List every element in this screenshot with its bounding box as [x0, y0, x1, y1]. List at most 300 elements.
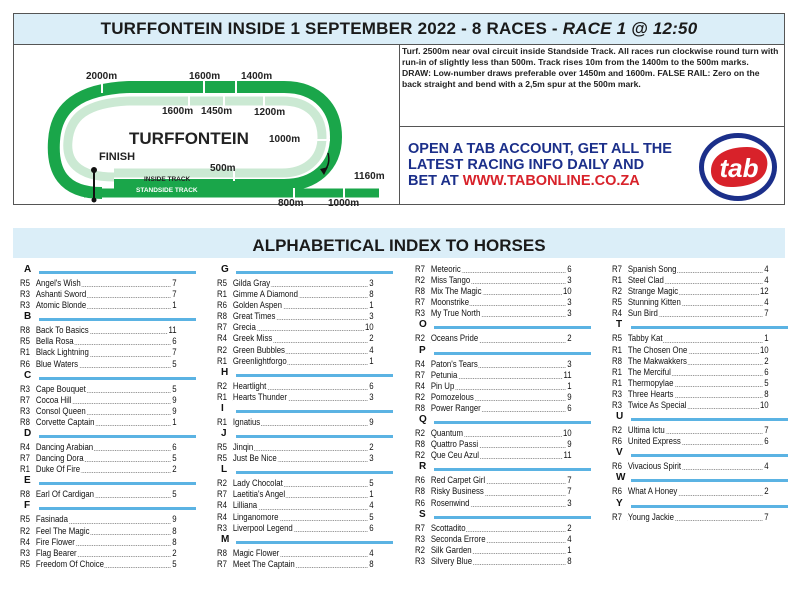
horse-name: Flag Bearer [35, 547, 77, 558]
horse-number: 9 [172, 514, 177, 525]
horse-entry [20, 514, 196, 525]
horse-number: 1 [369, 300, 374, 311]
race-number: R8 [415, 486, 431, 497]
track-name: TURFFONTEIN [129, 129, 249, 148]
horse-name: Gimme A Diamond [232, 289, 298, 300]
marker-1600m-inner: 1600m [162, 106, 194, 117]
horse-name: Petunia [430, 369, 458, 380]
letter-heading-text: J [221, 428, 227, 440]
letter-heading-text: D [24, 428, 32, 440]
horse-number: 8 [369, 558, 374, 569]
horse-number: 6 [172, 442, 177, 453]
horse-entry [217, 392, 393, 403]
race-number: R1 [20, 347, 36, 358]
letter-heading-text: Y [616, 497, 623, 509]
horse-number: 4 [764, 461, 769, 472]
letter-heading [217, 428, 393, 442]
letter-heading-bar [434, 352, 591, 355]
letter-heading-text: S [419, 508, 426, 520]
horse-number: 11 [563, 450, 572, 461]
horse-entry [20, 278, 196, 289]
horse-name: Paton's Tears [430, 358, 478, 369]
horse-entry [217, 453, 393, 464]
horse-name: Power Ranger [430, 402, 481, 413]
letter-heading [415, 461, 591, 475]
race-number: R4 [20, 537, 36, 548]
letter-heading-bar [631, 454, 788, 457]
horse-name: Vivacious Spirit [627, 461, 682, 472]
horse-name: Bella Rosa [35, 336, 74, 347]
letter-heading-text: A [24, 264, 32, 275]
race-number: R3 [415, 308, 431, 319]
horse-name: Quantum [430, 428, 463, 439]
race-number: R7 [415, 523, 431, 534]
horse-number: 8 [369, 289, 374, 300]
race-number: R7 [612, 512, 628, 523]
horse-entry [20, 464, 196, 475]
letter-heading [20, 475, 196, 489]
horse-entry [217, 311, 393, 322]
horse-name: Atomic Blonde [35, 300, 87, 311]
horse-number: 8 [567, 555, 572, 566]
race-number: R2 [217, 381, 233, 392]
track-map [14, 45, 400, 209]
letter-heading-bar [39, 271, 196, 274]
race-number: R4 [217, 333, 233, 344]
horse-number: 5 [764, 377, 769, 388]
marker-1000m-outer: 1000m [328, 198, 360, 209]
horse-entry [217, 500, 393, 511]
race-number: R3 [217, 523, 233, 534]
horse-number: 8 [764, 388, 769, 399]
horse-name: Lady Chocolat [232, 478, 283, 489]
horse-name: The Chosen One [627, 344, 688, 355]
horse-name: Moonstrike [430, 297, 470, 308]
horse-entry [415, 486, 591, 497]
horse-number: 3 [369, 311, 374, 322]
horse-number: 3 [567, 497, 572, 508]
race-number: R5 [20, 336, 36, 347]
letter-heading-bar [631, 505, 788, 508]
horse-number: 11 [563, 369, 572, 380]
horse-name: Duke Of Fire [35, 464, 81, 475]
letter-heading-bar [39, 435, 196, 438]
race-number: R5 [217, 278, 233, 289]
horse-entry [415, 370, 591, 381]
race-number: R2 [20, 526, 36, 537]
horse-name: Earl Of Cardigan [35, 489, 95, 500]
horse-number: 9 [567, 439, 572, 450]
race-number: R1 [217, 417, 233, 428]
horse-number: 7 [172, 347, 177, 358]
race-number: R5 [20, 278, 36, 289]
horse-entry [217, 333, 393, 344]
horse-name: Cocoa Hill [35, 394, 72, 405]
horse-name: Pomozelous [430, 391, 474, 402]
horse-number: 9 [172, 405, 177, 416]
race-number: R1 [612, 367, 628, 378]
letter-heading-text: E [24, 475, 31, 487]
horse-number: 12 [759, 286, 769, 297]
letter-heading [217, 367, 393, 381]
letter-heading-bar [434, 326, 591, 329]
race-number: R2 [415, 275, 431, 286]
race-number: R3 [612, 400, 628, 411]
horse-name: Greenlightforgo [232, 355, 287, 366]
horse-entry [217, 559, 393, 570]
horse-name: Steel Clad [627, 275, 664, 286]
horse-number: 5 [369, 511, 374, 522]
horse-entry [612, 400, 788, 411]
letter-heading-text: U [616, 411, 624, 423]
race-number: R1 [612, 378, 628, 389]
race-number: R7 [612, 264, 628, 275]
horse-number: 4 [369, 344, 374, 355]
letter-heading-text: P [419, 344, 426, 356]
letter-heading-text: M [221, 533, 230, 545]
horse-name: Cape Bouquet [35, 383, 86, 394]
horse-entry [415, 264, 591, 275]
letter-heading-text: O [419, 319, 427, 331]
horse-entry [415, 359, 591, 370]
tab-logo-text: tab [719, 153, 759, 183]
horse-number: 8 [172, 536, 177, 547]
horse-entry [612, 378, 788, 389]
race-number: R6 [612, 436, 628, 447]
horse-number: 5 [172, 453, 177, 464]
horse-entry [20, 489, 196, 500]
horse-entry [20, 384, 196, 395]
horse-name: Silvery Blue [430, 555, 473, 566]
horse-entry [217, 278, 393, 289]
horse-number: 1 [369, 489, 374, 500]
letter-heading-bar [236, 410, 393, 413]
horse-entry [20, 347, 196, 358]
horse-number: 7 [764, 308, 769, 319]
race-number: R6 [217, 300, 233, 311]
horse-name: Great Times [232, 311, 276, 322]
race-number: R3 [20, 406, 36, 417]
horse-entry [415, 450, 591, 461]
horse-number: 3 [567, 358, 572, 369]
horse-entry [415, 556, 591, 567]
horse-entry [217, 442, 393, 453]
horse-entry [20, 453, 196, 464]
horse-number: 6 [369, 380, 374, 391]
index-column-4 [612, 264, 788, 523]
horse-entry [415, 392, 591, 403]
horse-name: Magic Flower [232, 547, 280, 558]
letter-heading [20, 500, 196, 514]
tab-logo[interactable] [697, 131, 779, 208]
race-title [14, 14, 784, 45]
race-number: R1 [612, 275, 628, 286]
race-number: R6 [415, 475, 431, 486]
horse-name: Que Ceu Azul [430, 450, 480, 461]
horse-number: 2 [764, 355, 769, 366]
race-number: R2 [415, 333, 431, 344]
index-column-2 [217, 264, 393, 570]
horse-entry [415, 275, 591, 286]
letter-heading-text: W [616, 472, 626, 484]
inside-track-label: INSIDE TRACK [144, 176, 191, 183]
horse-number: 9 [172, 394, 177, 405]
letter-heading [20, 311, 196, 325]
marker-1600m-top: 1600m [189, 71, 221, 82]
track-diagram [14, 45, 400, 205]
race-number: R4 [217, 512, 233, 523]
horse-number: 10 [759, 400, 769, 411]
race-number: R5 [612, 333, 628, 344]
horse-entry [20, 289, 196, 300]
marker-1160m: 1160m [354, 171, 385, 182]
horse-name: Fasinada [35, 514, 68, 525]
race-number: R7 [20, 453, 36, 464]
horse-name: Quattro Passi [430, 439, 479, 450]
letter-heading [20, 370, 196, 384]
race-number: R3 [20, 300, 36, 311]
horse-entry [415, 308, 591, 319]
race-number: R2 [217, 345, 233, 356]
letter-heading-bar [236, 374, 393, 377]
race-number: R7 [415, 264, 431, 275]
race-number: R5 [20, 514, 36, 525]
horse-name: Blue Waters [35, 358, 79, 369]
horse-number: 1 [172, 300, 177, 311]
horse-entry [415, 498, 591, 509]
letter-heading-bar [236, 471, 393, 474]
horse-entry [217, 478, 393, 489]
letter-heading-text: V [616, 447, 623, 459]
horse-number: 5 [172, 558, 177, 569]
horse-entry [415, 428, 591, 439]
horse-entry [415, 297, 591, 308]
race-number: R2 [415, 545, 431, 556]
horse-number: 3 [567, 308, 572, 319]
letter-heading-text: G [221, 264, 229, 275]
horse-number: 2 [567, 333, 572, 344]
horse-name: Corvette Captain [35, 416, 95, 427]
race-number: R5 [612, 297, 628, 308]
letter-heading-bar [631, 418, 788, 421]
index-column-1 [20, 264, 196, 570]
race-number: R2 [217, 478, 233, 489]
ad-line-2: LATEST RACING INFO DAILY AND [408, 157, 645, 173]
horse-entry [612, 333, 788, 344]
horse-entry [217, 345, 393, 356]
horse-entry [20, 359, 196, 370]
marker-500m: 500m [210, 163, 236, 174]
horse-name: Back To Basics [35, 325, 89, 336]
horse-name: Feel The Magic [35, 525, 90, 536]
horse-name: Lilliana [232, 500, 258, 511]
horse-number: 2 [567, 522, 572, 533]
horse-number: 4 [567, 533, 572, 544]
horse-entry [217, 417, 393, 428]
horse-name: Scottadito [430, 522, 466, 533]
horse-name: The Merciful [627, 366, 671, 377]
horse-name: Risky Business [430, 486, 484, 497]
horse-entry [612, 512, 788, 523]
horse-number: 2 [172, 464, 177, 475]
horse-entry [612, 486, 788, 497]
race-number: R8 [20, 325, 36, 336]
horse-entry [217, 356, 393, 367]
horse-number: 1 [567, 380, 572, 391]
horse-name: Thermopylae [627, 377, 674, 388]
horse-number: 2 [369, 442, 374, 453]
letter-heading [415, 509, 591, 523]
finish-label: FINISH [99, 151, 136, 163]
marker-1000m-inner: 1000m [269, 134, 301, 145]
letter-heading [612, 498, 788, 512]
horse-name: Ashanti Sword [35, 289, 87, 300]
letter-heading [217, 264, 393, 278]
horse-name: Linganomore [232, 511, 279, 522]
horse-number: 9 [567, 391, 572, 402]
horse-entry [217, 489, 393, 500]
horse-number: 1 [567, 544, 572, 555]
letter-heading-text: C [24, 369, 32, 381]
race-number: R8 [20, 489, 36, 500]
horse-number: 3 [369, 278, 374, 288]
race-number: R3 [20, 548, 36, 559]
horse-entry [20, 325, 196, 336]
horse-name: Meteoric [430, 264, 461, 274]
horse-name: Green Bubbles [232, 344, 285, 355]
horse-entry [415, 286, 591, 297]
horse-name: Tabby Kat [627, 333, 663, 344]
letter-heading [612, 472, 788, 486]
letter-heading-text: H [221, 366, 229, 378]
letter-heading-bar [434, 421, 591, 424]
letter-heading [217, 534, 393, 548]
horse-number: 7 [172, 289, 177, 300]
race-number: R8 [20, 417, 36, 428]
horse-name: Stunning Kitten [627, 297, 681, 308]
letter-heading [612, 319, 788, 333]
horse-number: 2 [172, 547, 177, 558]
horse-name: Three Hearts [627, 388, 674, 399]
horse-entry [612, 425, 788, 436]
race-number: R6 [20, 359, 36, 370]
race-number: R8 [217, 311, 233, 322]
tab-advert[interactable] [400, 126, 785, 206]
letter-heading [217, 403, 393, 417]
horse-name: Golden Aspen [232, 300, 282, 311]
race-number: R7 [415, 370, 431, 381]
horse-number: 6 [764, 366, 769, 377]
race-header-box [13, 13, 785, 209]
horse-number: 5 [172, 358, 177, 369]
race-number: R2 [415, 450, 431, 461]
horse-entry [415, 403, 591, 414]
race-number: R2 [612, 425, 628, 436]
horse-entry [20, 548, 196, 559]
race-number: R1 [612, 345, 628, 356]
marker-2000m: 2000m [86, 71, 118, 82]
race-number: R4 [612, 308, 628, 319]
letter-heading-text: T [616, 319, 623, 331]
horse-entry [20, 442, 196, 453]
race-number: R3 [20, 384, 36, 395]
horse-entry [612, 275, 788, 286]
horse-name: Fire Flower [35, 536, 75, 547]
ad-url-link[interactable]: WWW.TABONLINE.CO.ZA [462, 173, 640, 189]
race-number: R5 [217, 442, 233, 453]
horse-name: Strange Magic [627, 286, 679, 297]
race-number: R1 [217, 392, 233, 403]
race-title-race: RACE 1 @ 12:50 [562, 19, 698, 38]
horse-entry [415, 523, 591, 534]
horse-name: The Makwakkers [627, 355, 687, 366]
horse-number: 2 [369, 333, 374, 344]
horse-entry [20, 406, 196, 417]
horse-number: 4 [369, 547, 374, 558]
horse-entry [217, 381, 393, 392]
horse-name: Twice As Special [627, 400, 687, 411]
horse-number: 6 [369, 522, 374, 533]
horse-entry [20, 537, 196, 548]
horse-name: Red Carpet Girl [430, 475, 486, 486]
horse-number: 1 [172, 416, 177, 427]
horse-entry [612, 286, 788, 297]
letter-heading-text: B [24, 311, 32, 323]
horse-entry [20, 395, 196, 406]
horse-number: 3 [567, 297, 572, 308]
horse-number: 7 [567, 475, 572, 486]
horse-number: 3 [567, 275, 572, 286]
race-number: R3 [20, 289, 36, 300]
letter-heading-text: I [221, 402, 224, 414]
horse-number: 10 [562, 428, 572, 439]
race-number: R7 [217, 322, 233, 333]
horse-name: Oceans Pride [430, 333, 479, 344]
horse-name: Greek Miss [232, 333, 273, 344]
horse-entry [20, 336, 196, 347]
race-number: R6 [612, 461, 628, 472]
horse-name: What A Honey [627, 486, 678, 497]
letter-heading-bar [39, 377, 196, 380]
horse-entry [612, 461, 788, 472]
horse-number: 3 [369, 391, 374, 402]
race-number: R8 [415, 439, 431, 450]
letter-heading-bar [39, 482, 196, 485]
horse-entry [217, 300, 393, 311]
horse-number: 6 [172, 336, 177, 347]
race-title-main: TURFFONTEIN INSIDE 1 SEPTEMBER 2022 - 8 RACES - [100, 19, 563, 38]
horse-number: 3 [369, 453, 374, 464]
race-number: R7 [20, 395, 36, 406]
horse-number: 7 [764, 511, 769, 522]
horse-name: Ignatius [232, 416, 261, 427]
horse-name: Pin Up [430, 380, 455, 391]
horse-number: 4 [369, 500, 374, 511]
race-number: R7 [217, 559, 233, 570]
horse-entry [20, 559, 196, 570]
letter-heading [415, 414, 591, 428]
horse-name: Ultima Ictu [627, 425, 665, 436]
horse-number: 5 [172, 383, 177, 394]
letter-heading-bar [434, 516, 591, 519]
horse-number: 5 [172, 489, 177, 500]
race-number: R3 [612, 389, 628, 400]
horse-entry [20, 417, 196, 428]
horse-number: 9 [369, 416, 374, 427]
race-number: R5 [20, 559, 36, 570]
letter-heading [20, 428, 196, 442]
letter-heading-bar [236, 435, 393, 438]
